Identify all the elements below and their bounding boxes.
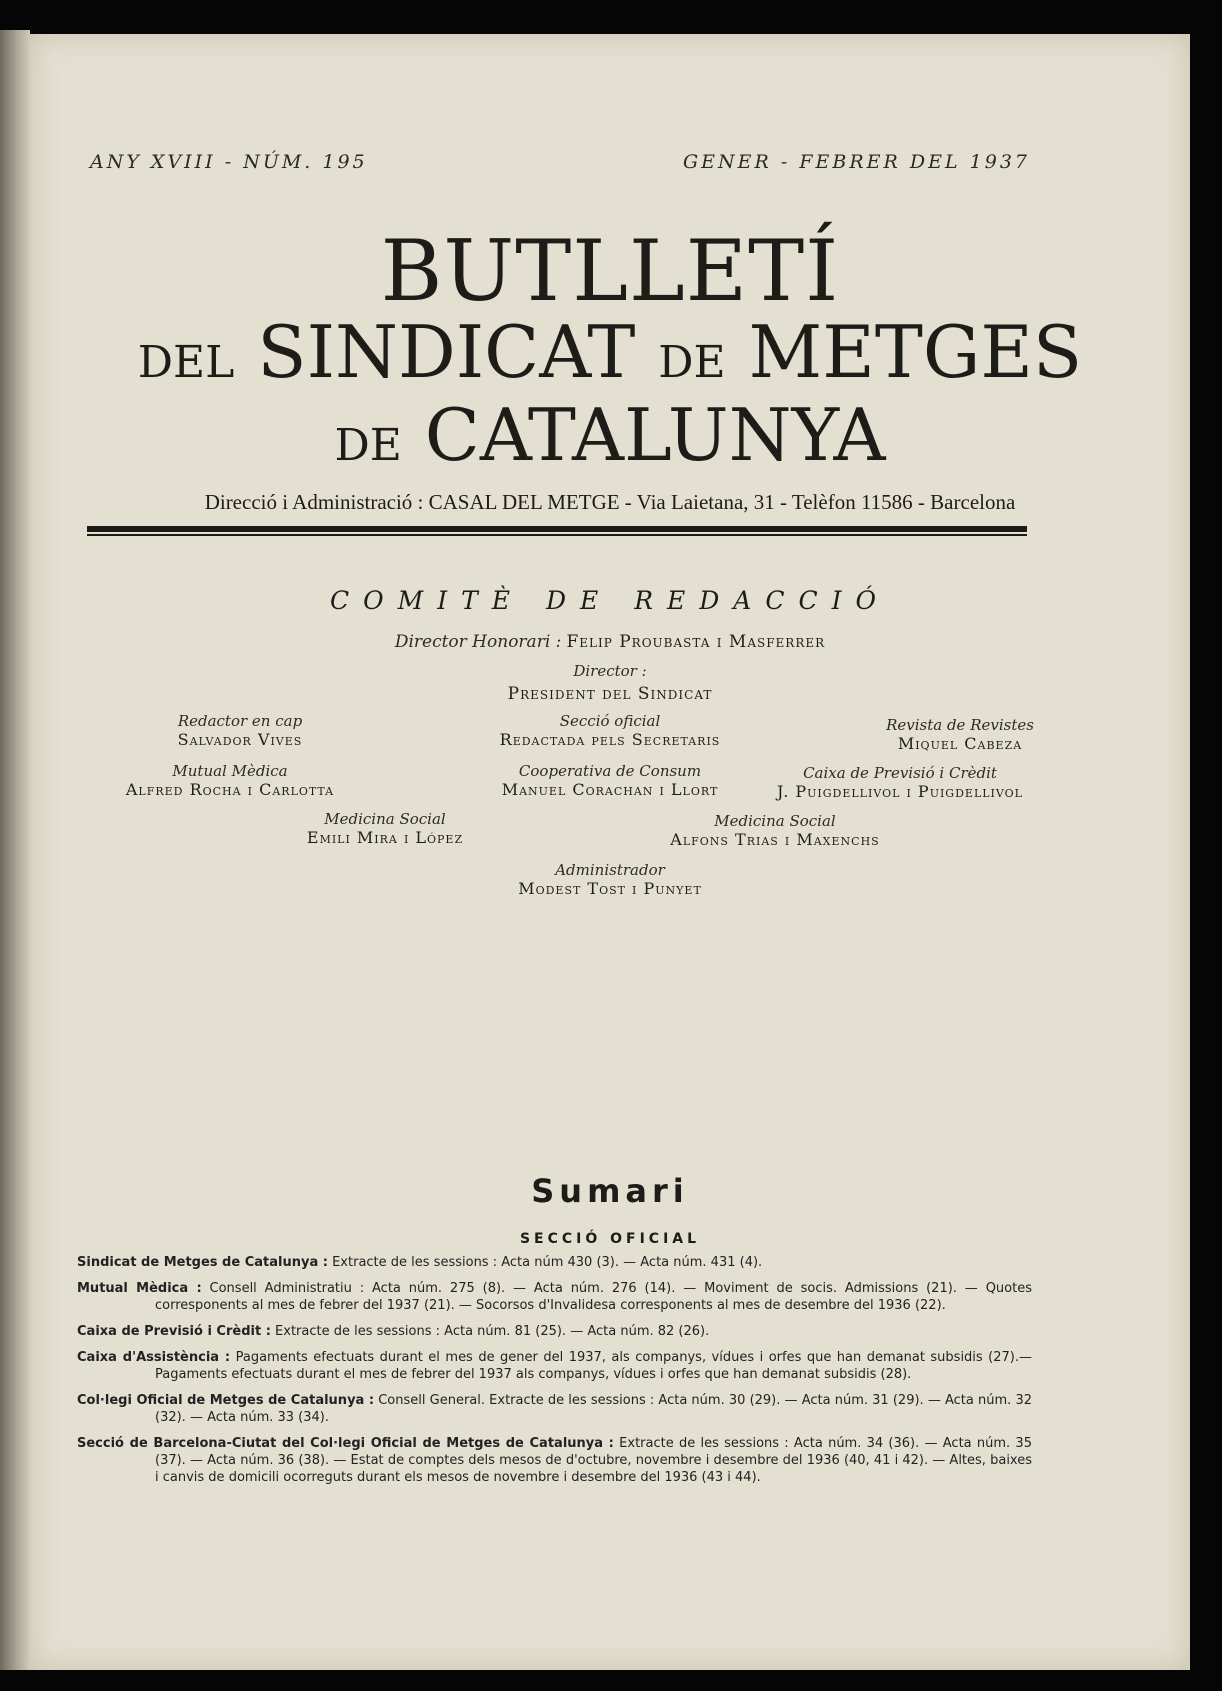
masthead-de: DE: [658, 337, 726, 388]
summary-entry-text: Consell General. Extracte de les sessions : Acta núm. 30 (29). — Acta núm. 31 (29). — Acta núm. 32 (32). — Acta núm. 33 (34).: [155, 1393, 1032, 1425]
committee-member: Administrador Modest Tost i Punyet: [518, 861, 702, 898]
summary-entry-label: Sindicat de Metges de Catalunya :: [77, 1255, 328, 1270]
summary-entry: [77, 1435, 1032, 1486]
committee-member: Secció oficial Redactada pels Secretaris: [499, 712, 721, 749]
double-rule-thin: [87, 534, 1027, 536]
masthead-line-3: [30, 393, 1190, 477]
committee-member: Cooperativa de Consum Manuel Corachan i Llort: [501, 762, 719, 799]
masthead-del: DEL: [137, 337, 235, 388]
masthead-de-2: DE: [334, 420, 402, 471]
masthead-line-2: [30, 310, 1190, 394]
honorary-director: [30, 632, 1190, 652]
committee-member: Caixa de Previsió i Crèdit J. Puigdellivol i Puigdellivol: [777, 764, 1023, 801]
summary-section-title: SECCIÓ OFICIAL: [519, 1231, 701, 1247]
committee-member: Mutual Mèdica Alfred Rocha i Carlotta: [125, 762, 335, 799]
committee-member: Redactor en cap Salvador Vives: [177, 712, 303, 749]
summary-entry: [77, 1392, 1032, 1426]
summary-entry-label: Caixa d'Assistència :: [77, 1350, 231, 1365]
summary-entry-label: Col·legi Oficial de Metges de Catalunya :: [77, 1393, 375, 1408]
masthead-catalunya: CATALUNYA: [424, 393, 886, 477]
summary-heading: Sumari: [531, 1172, 689, 1210]
summary-entry: [77, 1280, 1032, 1314]
masthead-line-1: BUTLLETÍ: [380, 222, 840, 320]
summary-entry-label: Mutual Mèdica :: [77, 1281, 202, 1296]
director-role: Director :: [573, 662, 647, 680]
issue-number: ANY XVIII - NÚM. 195: [90, 151, 368, 173]
committee-member: Medicina Social Emili Mira i López: [306, 810, 464, 847]
summary-entry-label: Caixa de Previsió i Crèdit :: [77, 1324, 271, 1339]
issue-date: GENER - FEBRER DEL 1937: [683, 151, 1030, 173]
committee-member: Medicina Social Alfons Trias i Maxenchs: [670, 812, 880, 849]
masthead-metges: METGES: [748, 310, 1083, 394]
director-name: President del Sindicat: [507, 684, 713, 704]
summary-entry: [77, 1349, 1032, 1383]
summary-entry-text: Pagaments efectuats durant el mes de gener del 1937, als companys, vídues i orfes que han demanat subsidis (27).—Pagaments efectuats durant el mes de febrer del 1937 als companys, vídues i orfes que han demanat subsidis (28).: [155, 1350, 1032, 1382]
honorary-name: Felip Proubasta i Masferrer: [566, 632, 826, 652]
committee-member: Revista de Revistes Miquel Cabeza: [886, 716, 1034, 753]
book-spine-edge: [0, 30, 30, 1670]
summary-entry-text: Consell Administratiu : Acta núm. 275 (8). — Acta núm. 276 (14). — Moviment de socis. Admissions (21). — Quotes corresponents al mes de febrer del 1937 (21). — Socorsos d'Invalidesa corresponents al mes de desembre del 1936 (22).: [155, 1281, 1032, 1313]
summary-entry: [77, 1254, 1032, 1271]
masthead-sindicat: SINDICAT: [257, 310, 636, 394]
double-rule-thick: [87, 526, 1027, 532]
summary-list: [77, 1254, 1032, 1495]
summary-entry: [77, 1323, 1032, 1340]
summary-entry-label: Secció de Barcelona-Ciutat del Col·legi Oficial de Metges de Catalunya :: [77, 1436, 614, 1451]
summary-entry-text: Extracte de les sessions : Acta núm. 34 (36). — Acta núm. 35 (37). — Acta núm. 36 (38). — Estat de comptes dels mesos de d'octubre, novembre i desembre del 1936 (40, 41 i 42). — Altes, baixes i canvis de domicili ocorreguts durant els mesos de novembre i desembre del 1936 (43 i 44).: [155, 1436, 1032, 1485]
summary-entry-text: Extracte de les sessions : Acta núm 430 (3). — Acta núm. 431 (4).: [332, 1255, 763, 1270]
summary-entry-text: Extracte de les sessions : Acta núm. 81 (25). — Acta núm. 82 (26).: [275, 1324, 710, 1339]
honorary-role: Director Honorari :: [394, 632, 562, 652]
address-line: Direcció i Administració : CASAL DEL METGE - Via Laietana, 31 - Telèfon 11586 - Barcelona: [204, 490, 1016, 514]
journal-cover-page: [30, 34, 1190, 1670]
director-block: [30, 662, 1190, 704]
committee-heading: COMITÈ DE REDACCIÓ: [329, 586, 890, 615]
